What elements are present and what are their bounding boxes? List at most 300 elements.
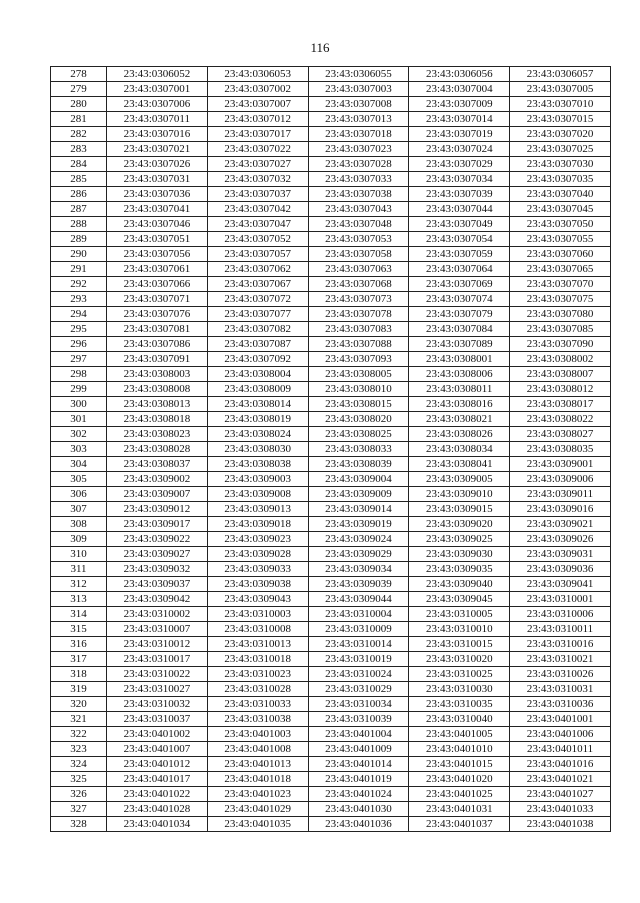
table-row <box>51 682 611 697</box>
cadastral-number-cell: 23:43:0308030 <box>207 442 308 457</box>
cadastral-number-cell: 23:43:0308018 <box>107 412 208 427</box>
row-number-cell: 282 <box>51 127 107 142</box>
cadastral-number-cell: 23:43:0310015 <box>409 637 510 652</box>
row-number-cell: 310 <box>51 547 107 562</box>
table-row <box>51 712 611 727</box>
table-row <box>51 457 611 472</box>
cadastral-number-cell: 23:43:0309033 <box>207 562 308 577</box>
cadastral-number-cell: 23:43:0307085 <box>510 322 611 337</box>
cadastral-number-cell: 23:43:0307015 <box>510 112 611 127</box>
cadastral-number-cell: 23:43:0307056 <box>107 247 208 262</box>
cadastral-number-cell: 23:43:0401016 <box>510 757 611 772</box>
cadastral-number-cell: 23:43:0309027 <box>107 547 208 562</box>
cadastral-number-cell: 23:43:0401014 <box>308 757 409 772</box>
row-number-cell: 299 <box>51 382 107 397</box>
cadastral-number-cell: 23:43:0307063 <box>308 262 409 277</box>
table-row <box>51 187 611 202</box>
table-row <box>51 487 611 502</box>
row-number-cell: 298 <box>51 367 107 382</box>
cadastral-number-cell: 23:43:0309013 <box>207 502 308 517</box>
cadastral-number-cell: 23:43:0307058 <box>308 247 409 262</box>
cadastral-number-cell: 23:43:0307061 <box>107 262 208 277</box>
cadastral-number-cell: 23:43:0307031 <box>107 172 208 187</box>
cadastral-number-cell: 23:43:0310017 <box>107 652 208 667</box>
cadastral-number-cell: 23:43:0310018 <box>207 652 308 667</box>
cadastral-number-cell: 23:43:0309036 <box>510 562 611 577</box>
cadastral-number-cell: 23:43:0401020 <box>409 772 510 787</box>
cadastral-number-cell: 23:43:0307038 <box>308 187 409 202</box>
cadastral-number-cell: 23:43:0401012 <box>107 757 208 772</box>
row-number-cell: 321 <box>51 712 107 727</box>
table-row <box>51 742 611 757</box>
cadastral-number-cell: 23:43:0309004 <box>308 472 409 487</box>
cadastral-number-cell: 23:43:0401024 <box>308 787 409 802</box>
table-row <box>51 532 611 547</box>
row-number-cell: 287 <box>51 202 107 217</box>
table-row <box>51 577 611 592</box>
row-number-cell: 322 <box>51 727 107 742</box>
cadastral-number-cell: 23:43:0401002 <box>107 727 208 742</box>
cadastral-number-cell: 23:43:0307077 <box>207 307 308 322</box>
table-row <box>51 247 611 262</box>
cadastral-number-cell: 23:43:0307037 <box>207 187 308 202</box>
table-row <box>51 637 611 652</box>
cadastral-number-cell: 23:43:0307033 <box>308 172 409 187</box>
cadastral-number-cell: 23:43:0310006 <box>510 607 611 622</box>
cadastral-number-cell: 23:43:0401038 <box>510 817 611 832</box>
table-row <box>51 802 611 817</box>
cadastral-number-cell: 23:43:0307052 <box>207 232 308 247</box>
cadastral-number-cell: 23:43:0309034 <box>308 562 409 577</box>
cadastral-number-cell: 23:43:0401022 <box>107 787 208 802</box>
table-row <box>51 472 611 487</box>
row-number-cell: 314 <box>51 607 107 622</box>
cadastral-number-cell: 23:43:0310031 <box>510 682 611 697</box>
cadastral-number-cell: 23:43:0308015 <box>308 397 409 412</box>
cadastral-number-cell: 23:43:0307086 <box>107 337 208 352</box>
cadastral-number-cell: 23:43:0307045 <box>510 202 611 217</box>
cadastral-number-cell: 23:43:0307024 <box>409 142 510 157</box>
cadastral-number-cell: 23:43:0310037 <box>107 712 208 727</box>
cadastral-number-cell: 23:43:0401006 <box>510 727 611 742</box>
cadastral-number-cell: 23:43:0401005 <box>409 727 510 742</box>
row-number-cell: 296 <box>51 337 107 352</box>
table-row <box>51 97 611 112</box>
cadastral-number-cell: 23:43:0307089 <box>409 337 510 352</box>
table-row <box>51 562 611 577</box>
table-row <box>51 352 611 367</box>
row-number-cell: 292 <box>51 277 107 292</box>
cadastral-number-cell: 23:43:0310013 <box>207 637 308 652</box>
cadastral-number-cell: 23:43:0307049 <box>409 217 510 232</box>
cadastral-number-cell: 23:43:0306055 <box>308 67 409 82</box>
table-row <box>51 232 611 247</box>
cadastral-number-cell: 23:43:0401034 <box>107 817 208 832</box>
cadastral-number-cell: 23:43:0308009 <box>207 382 308 397</box>
cadastral-number-cell: 23:43:0307091 <box>107 352 208 367</box>
cadastral-number-cell: 23:43:0401018 <box>207 772 308 787</box>
cadastral-number-cell: 23:43:0309035 <box>409 562 510 577</box>
cadastral-number-cell: 23:43:0309028 <box>207 547 308 562</box>
table-row <box>51 262 611 277</box>
cadastral-number-cell: 23:43:0310030 <box>409 682 510 697</box>
cadastral-number-cell: 23:43:0307009 <box>409 97 510 112</box>
cadastral-number-cell: 23:43:0307084 <box>409 322 510 337</box>
cadastral-number-cell: 23:43:0307017 <box>207 127 308 142</box>
cadastral-number-cell: 23:43:0310011 <box>510 622 611 637</box>
cadastral-number-cell: 23:43:0308041 <box>409 457 510 472</box>
cadastral-number-cell: 23:43:0307088 <box>308 337 409 352</box>
cadastral-number-cell: 23:43:0309031 <box>510 547 611 562</box>
cadastral-number-cell: 23:43:0307025 <box>510 142 611 157</box>
cadastral-number-cell: 23:43:0307005 <box>510 82 611 97</box>
table-row <box>51 502 611 517</box>
table-row <box>51 397 611 412</box>
cadastral-number-cell: 23:43:0309020 <box>409 517 510 532</box>
cadastral-number-cell: 23:43:0307004 <box>409 82 510 97</box>
cadastral-number-cell: 23:43:0310025 <box>409 667 510 682</box>
cadastral-number-cell: 23:43:0307082 <box>207 322 308 337</box>
cadastral-number-cell: 23:43:0310002 <box>107 607 208 622</box>
cadastral-number-cell: 23:43:0309016 <box>510 502 611 517</box>
table-row <box>51 727 611 742</box>
cadastral-number-cell: 23:43:0307010 <box>510 97 611 112</box>
row-number-cell: 289 <box>51 232 107 247</box>
row-number-cell: 293 <box>51 292 107 307</box>
cadastral-number-cell: 23:43:0308034 <box>409 442 510 457</box>
cadastral-number-cell: 23:43:0309009 <box>308 487 409 502</box>
cadastral-number-cell: 23:43:0307028 <box>308 157 409 172</box>
row-number-cell: 324 <box>51 757 107 772</box>
cadastral-number-cell: 23:43:0309025 <box>409 532 510 547</box>
cadastral-number-cell: 23:43:0309026 <box>510 532 611 547</box>
cadastral-number-cell: 23:43:0307093 <box>308 352 409 367</box>
cadastral-number-cell: 23:43:0401027 <box>510 787 611 802</box>
cadastral-number-cell: 23:43:0309037 <box>107 577 208 592</box>
row-number-cell: 288 <box>51 217 107 232</box>
cadastral-number-cell: 23:43:0401015 <box>409 757 510 772</box>
row-number-cell: 311 <box>51 562 107 577</box>
cadastral-number-cell: 23:43:0401035 <box>207 817 308 832</box>
cadastral-number-cell: 23:43:0307036 <box>107 187 208 202</box>
table-row <box>51 112 611 127</box>
table-row <box>51 517 611 532</box>
cadastral-number-cell: 23:43:0307075 <box>510 292 611 307</box>
row-number-cell: 304 <box>51 457 107 472</box>
cadastral-number-cell: 23:43:0310009 <box>308 622 409 637</box>
row-number-cell: 325 <box>51 772 107 787</box>
cadastral-number-cell: 23:43:0307041 <box>107 202 208 217</box>
cadastral-number-cell: 23:43:0307027 <box>207 157 308 172</box>
cadastral-number-cell: 23:43:0309008 <box>207 487 308 502</box>
cadastral-number-cell: 23:43:0309006 <box>510 472 611 487</box>
cadastral-number-cell: 23:43:0307043 <box>308 202 409 217</box>
cadastral-number-table <box>50 66 611 832</box>
cadastral-number-cell: 23:43:0307066 <box>107 277 208 292</box>
cadastral-number-cell: 23:43:0309030 <box>409 547 510 562</box>
cadastral-number-cell: 23:43:0309029 <box>308 547 409 562</box>
cadastral-number-cell: 23:43:0308011 <box>409 382 510 397</box>
cadastral-number-cell: 23:43:0307035 <box>510 172 611 187</box>
cadastral-number-cell: 23:43:0308022 <box>510 412 611 427</box>
cadastral-number-cell: 23:43:0307050 <box>510 217 611 232</box>
cadastral-number-cell: 23:43:0307057 <box>207 247 308 262</box>
cadastral-number-cell: 23:43:0308001 <box>409 352 510 367</box>
cadastral-number-cell: 23:43:0309014 <box>308 502 409 517</box>
row-number-cell: 313 <box>51 592 107 607</box>
cadastral-number-cell: 23:43:0309022 <box>107 532 208 547</box>
table-row <box>51 442 611 457</box>
row-number-cell: 286 <box>51 187 107 202</box>
cadastral-number-cell: 23:43:0307065 <box>510 262 611 277</box>
cadastral-number-cell: 23:43:0307055 <box>510 232 611 247</box>
cadastral-number-cell: 23:43:0307018 <box>308 127 409 142</box>
cadastral-number-cell: 23:43:0307023 <box>308 142 409 157</box>
cadastral-number-cell: 23:43:0307081 <box>107 322 208 337</box>
cadastral-number-cell: 23:43:0307080 <box>510 307 611 322</box>
cadastral-number-cell: 23:43:0309001 <box>510 457 611 472</box>
cadastral-number-cell: 23:43:0307078 <box>308 307 409 322</box>
cadastral-number-cell: 23:43:0309032 <box>107 562 208 577</box>
table-row <box>51 607 611 622</box>
cadastral-number-cell: 23:43:0307042 <box>207 202 308 217</box>
cadastral-number-cell: 23:43:0307019 <box>409 127 510 142</box>
cadastral-number-cell: 23:43:0309043 <box>207 592 308 607</box>
cadastral-number-cell: 23:43:0308026 <box>409 427 510 442</box>
cadastral-number-cell: 23:43:0401004 <box>308 727 409 742</box>
row-number-cell: 306 <box>51 487 107 502</box>
table-row <box>51 277 611 292</box>
cadastral-number-cell: 23:43:0309012 <box>107 502 208 517</box>
cadastral-number-cell: 23:43:0307020 <box>510 127 611 142</box>
cadastral-number-cell: 23:43:0401019 <box>308 772 409 787</box>
cadastral-number-cell: 23:43:0307014 <box>409 112 510 127</box>
cadastral-number-cell: 23:43:0401011 <box>510 742 611 757</box>
row-number-cell: 297 <box>51 352 107 367</box>
cadastral-number-cell: 23:43:0308007 <box>510 367 611 382</box>
cadastral-number-cell: 23:43:0308024 <box>207 427 308 442</box>
cadastral-number-cell: 23:43:0309042 <box>107 592 208 607</box>
cadastral-number-cell: 23:43:0401025 <box>409 787 510 802</box>
row-number-cell: 319 <box>51 682 107 697</box>
cadastral-number-cell: 23:43:0307030 <box>510 157 611 172</box>
cadastral-number-cell: 23:43:0307007 <box>207 97 308 112</box>
cadastral-number-cell: 23:43:0308005 <box>308 367 409 382</box>
table-row <box>51 412 611 427</box>
cadastral-number-cell: 23:43:0307073 <box>308 292 409 307</box>
cadastral-number-cell: 23:43:0307059 <box>409 247 510 262</box>
table-row <box>51 217 611 232</box>
cadastral-number-cell: 23:43:0307012 <box>207 112 308 127</box>
row-number-cell: 316 <box>51 637 107 652</box>
cadastral-number-cell: 23:43:0309045 <box>409 592 510 607</box>
cadastral-number-cell: 23:43:0308019 <box>207 412 308 427</box>
cadastral-number-cell: 23:43:0308012 <box>510 382 611 397</box>
cadastral-number-cell: 23:43:0309039 <box>308 577 409 592</box>
cadastral-number-cell: 23:43:0401031 <box>409 802 510 817</box>
cadastral-number-cell: 23:43:0307016 <box>107 127 208 142</box>
cadastral-number-cell: 23:43:0307047 <box>207 217 308 232</box>
row-number-cell: 294 <box>51 307 107 322</box>
cadastral-number-cell: 23:43:0310020 <box>409 652 510 667</box>
cadastral-number-cell: 23:43:0401009 <box>308 742 409 757</box>
cadastral-number-cell: 23:43:0310029 <box>308 682 409 697</box>
cadastral-number-cell: 23:43:0309040 <box>409 577 510 592</box>
table-row <box>51 292 611 307</box>
cadastral-number-cell: 23:43:0309007 <box>107 487 208 502</box>
cadastral-number-cell: 23:43:0307083 <box>308 322 409 337</box>
cadastral-number-cell: 23:43:0401037 <box>409 817 510 832</box>
table-body <box>51 67 611 832</box>
row-number-cell: 308 <box>51 517 107 532</box>
cadastral-number-cell: 23:43:0310033 <box>207 697 308 712</box>
row-number-cell: 307 <box>51 502 107 517</box>
row-number-cell: 279 <box>51 82 107 97</box>
row-number-cell: 323 <box>51 742 107 757</box>
row-number-cell: 326 <box>51 787 107 802</box>
cadastral-number-cell: 23:43:0308002 <box>510 352 611 367</box>
cadastral-number-cell: 23:43:0307090 <box>510 337 611 352</box>
cadastral-number-cell: 23:43:0308038 <box>207 457 308 472</box>
cadastral-number-cell: 23:43:0310019 <box>308 652 409 667</box>
cadastral-number-cell: 23:43:0310036 <box>510 697 611 712</box>
table-row <box>51 547 611 562</box>
cadastral-number-cell: 23:43:0308013 <box>107 397 208 412</box>
table-row <box>51 817 611 832</box>
cadastral-number-cell: 23:43:0308003 <box>107 367 208 382</box>
table-row <box>51 652 611 667</box>
cadastral-number-cell: 23:43:0308027 <box>510 427 611 442</box>
cadastral-number-cell: 23:43:0307006 <box>107 97 208 112</box>
cadastral-number-cell: 23:43:0310007 <box>107 622 208 637</box>
cadastral-number-cell: 23:43:0309017 <box>107 517 208 532</box>
table-row <box>51 307 611 322</box>
cadastral-number-cell: 23:43:0307079 <box>409 307 510 322</box>
cadastral-number-cell: 23:43:0401013 <box>207 757 308 772</box>
cadastral-number-cell: 23:43:0308023 <box>107 427 208 442</box>
row-number-cell: 305 <box>51 472 107 487</box>
cadastral-number-cell: 23:43:0307046 <box>107 217 208 232</box>
cadastral-number-cell: 23:43:0401021 <box>510 772 611 787</box>
row-number-cell: 302 <box>51 427 107 442</box>
cadastral-number-cell: 23:43:0307044 <box>409 202 510 217</box>
cadastral-number-cell: 23:43:0401033 <box>510 802 611 817</box>
table-row <box>51 67 611 82</box>
cadastral-number-cell: 23:43:0306057 <box>510 67 611 82</box>
cadastral-number-cell: 23:43:0309041 <box>510 577 611 592</box>
row-number-cell: 315 <box>51 622 107 637</box>
cadastral-number-cell: 23:43:0401003 <box>207 727 308 742</box>
cadastral-number-cell: 23:43:0308025 <box>308 427 409 442</box>
cadastral-number-cell: 23:43:0310023 <box>207 667 308 682</box>
cadastral-number-cell: 23:43:0310032 <box>107 697 208 712</box>
cadastral-number-cell: 23:43:0310001 <box>510 592 611 607</box>
cadastral-number-cell: 23:43:0310021 <box>510 652 611 667</box>
cadastral-number-cell: 23:43:0309019 <box>308 517 409 532</box>
cadastral-number-cell: 23:43:0306056 <box>409 67 510 82</box>
cadastral-number-cell: 23:43:0307069 <box>409 277 510 292</box>
cadastral-number-cell: 23:43:0309038 <box>207 577 308 592</box>
row-number-cell: 301 <box>51 412 107 427</box>
cadastral-number-cell: 23:43:0307013 <box>308 112 409 127</box>
cadastral-number-cell: 23:43:0310026 <box>510 667 611 682</box>
cadastral-number-cell: 23:43:0401030 <box>308 802 409 817</box>
row-number-cell: 280 <box>51 97 107 112</box>
cadastral-number-cell: 23:43:0309023 <box>207 532 308 547</box>
cadastral-number-cell: 23:43:0309018 <box>207 517 308 532</box>
cadastral-number-cell: 23:43:0310034 <box>308 697 409 712</box>
cadastral-number-cell: 23:43:0307053 <box>308 232 409 247</box>
row-number-cell: 318 <box>51 667 107 682</box>
cadastral-number-cell: 23:43:0307072 <box>207 292 308 307</box>
cadastral-number-cell: 23:43:0309011 <box>510 487 611 502</box>
cadastral-number-cell: 23:43:0310022 <box>107 667 208 682</box>
cadastral-number-cell: 23:43:0308004 <box>207 367 308 382</box>
table-row <box>51 127 611 142</box>
row-number-cell: 291 <box>51 262 107 277</box>
cadastral-number-cell: 23:43:0310005 <box>409 607 510 622</box>
cadastral-number-cell: 23:43:0310014 <box>308 637 409 652</box>
table-row <box>51 382 611 397</box>
cadastral-number-cell: 23:43:0307022 <box>207 142 308 157</box>
cadastral-number-cell: 23:43:0307034 <box>409 172 510 187</box>
cadastral-number-cell: 23:43:0307060 <box>510 247 611 262</box>
cadastral-number-cell: 23:43:0401001 <box>510 712 611 727</box>
cadastral-number-cell: 23:43:0310003 <box>207 607 308 622</box>
cadastral-number-cell: 23:43:0307002 <box>207 82 308 97</box>
row-number-cell: 300 <box>51 397 107 412</box>
cadastral-number-cell: 23:43:0309021 <box>510 517 611 532</box>
cadastral-number-cell: 23:43:0307021 <box>107 142 208 157</box>
cadastral-number-cell: 23:43:0308035 <box>510 442 611 457</box>
cadastral-number-cell: 23:43:0307071 <box>107 292 208 307</box>
cadastral-number-cell: 23:43:0309015 <box>409 502 510 517</box>
cadastral-number-cell: 23:43:0310040 <box>409 712 510 727</box>
cadastral-number-cell: 23:43:0307026 <box>107 157 208 172</box>
cadastral-number-cell: 23:43:0310004 <box>308 607 409 622</box>
cadastral-number-cell: 23:43:0307001 <box>107 82 208 97</box>
cadastral-number-cell: 23:43:0310027 <box>107 682 208 697</box>
row-number-cell: 290 <box>51 247 107 262</box>
row-number-cell: 328 <box>51 817 107 832</box>
cadastral-number-cell: 23:43:0307029 <box>409 157 510 172</box>
cadastral-number-cell: 23:43:0309003 <box>207 472 308 487</box>
cadastral-number-cell: 23:43:0306053 <box>207 67 308 82</box>
cadastral-number-cell: 23:43:0309010 <box>409 487 510 502</box>
table-row <box>51 337 611 352</box>
row-number-cell: 295 <box>51 322 107 337</box>
table-row <box>51 757 611 772</box>
cadastral-number-cell: 23:43:0307051 <box>107 232 208 247</box>
cadastral-number-cell: 23:43:0401017 <box>107 772 208 787</box>
cadastral-number-cell: 23:43:0307048 <box>308 217 409 232</box>
cadastral-number-cell: 23:43:0310039 <box>308 712 409 727</box>
cadastral-number-cell: 23:43:0401008 <box>207 742 308 757</box>
table-row <box>51 172 611 187</box>
cadastral-number-cell: 23:43:0307039 <box>409 187 510 202</box>
cadastral-number-cell: 23:43:0307008 <box>308 97 409 112</box>
cadastral-number-cell: 23:43:0309044 <box>308 592 409 607</box>
cadastral-number-cell: 23:43:0307032 <box>207 172 308 187</box>
cadastral-number-cell: 23:43:0307068 <box>308 277 409 292</box>
cadastral-number-cell: 23:43:0401028 <box>107 802 208 817</box>
cadastral-number-cell: 23:43:0310038 <box>207 712 308 727</box>
cadastral-number-cell: 23:43:0308039 <box>308 457 409 472</box>
cadastral-number-cell: 23:43:0307074 <box>409 292 510 307</box>
cadastral-number-cell: 23:43:0308020 <box>308 412 409 427</box>
cadastral-number-cell: 23:43:0308033 <box>308 442 409 457</box>
row-number-cell: 281 <box>51 112 107 127</box>
